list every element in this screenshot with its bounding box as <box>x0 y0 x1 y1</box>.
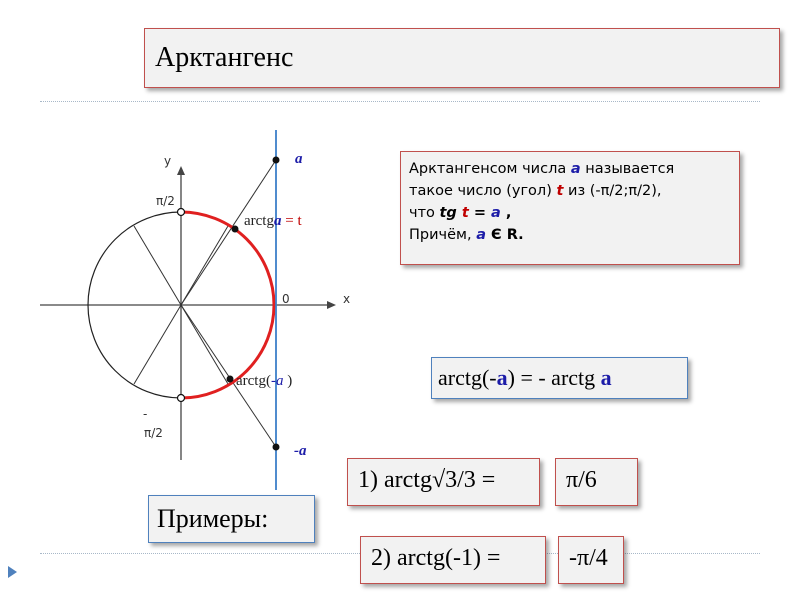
arctg-neg-a-label <box>236 373 292 389</box>
x-axis-arrow-icon <box>327 301 336 309</box>
definition-line-2 <box>409 180 733 202</box>
y-axis-arrow-icon <box>177 166 185 175</box>
def-text: Причём, <box>409 227 477 243</box>
point-a <box>273 157 280 164</box>
examples-label: Примеры: <box>148 495 315 543</box>
arctg-neg-post: ) <box>283 373 293 389</box>
neg-pi-half-sign: - <box>143 407 148 421</box>
tangent-neg-a-label: -a <box>294 443 307 459</box>
def-text: называется <box>580 161 675 177</box>
def-text: Арктангенсом числа <box>409 161 571 177</box>
example-2-answer: -π/4 <box>558 536 624 584</box>
odd-var-a: a <box>496 365 508 390</box>
def-var-t: t <box>456 205 469 221</box>
def-text: из (-π/2;π/2), <box>563 183 662 199</box>
page-title: Арктангенс <box>155 42 294 73</box>
def-tg: tg <box>439 205 457 221</box>
def-var-t: t <box>556 183 564 199</box>
origin-label: 0 <box>282 292 290 306</box>
pi-half-label: π/2 <box>156 194 175 208</box>
odd-text: arctg(- <box>438 365 497 390</box>
def-var-a: a <box>491 205 501 221</box>
definition-line-4 <box>409 224 733 246</box>
def-text: что <box>409 205 440 221</box>
arctg-a-label <box>244 213 302 229</box>
example-1-answer: π/6 <box>555 458 638 506</box>
ray-to-a <box>181 160 276 305</box>
example-1-expression: 1) arctg√3/3 = <box>347 458 540 506</box>
point-neg-a <box>273 444 280 451</box>
def-text: такое число (угол) <box>409 183 557 199</box>
arctg-a-post: = t <box>281 213 302 229</box>
open-point-pi-half <box>178 209 185 216</box>
x-axis-label: x <box>343 292 351 306</box>
odd-text: ) = - arctg <box>507 365 601 390</box>
definition-box <box>400 151 740 265</box>
def-var-a: a <box>476 227 486 243</box>
odd-var-a: a <box>600 365 612 390</box>
next-slide-arrow-icon[interactable] <box>8 566 17 578</box>
def-text: Є R. <box>485 227 524 243</box>
def-var-a: a <box>570 161 581 177</box>
example-2-expression: 2) arctg(-1) = <box>360 536 546 584</box>
def-text: , <box>500 205 512 221</box>
open-point-neg-pi-half <box>178 395 185 402</box>
neg-pi-half-label: π/2 <box>144 426 163 440</box>
odd-property-box <box>431 357 688 399</box>
arctg-a-pre: arctg <box>244 213 274 229</box>
arctg-neg-pre: arctg( <box>236 373 271 389</box>
arctg-neg-var: -a <box>270 373 284 389</box>
point-neg-t <box>227 376 234 383</box>
arctg-a-var: a <box>273 213 282 229</box>
y-axis-label: y <box>164 154 172 168</box>
def-eq: = <box>468 205 492 221</box>
point-t <box>232 226 239 233</box>
tangent-a-label: a <box>295 151 303 167</box>
definition-line-3 <box>409 202 733 224</box>
definition-line-1 <box>409 158 733 180</box>
